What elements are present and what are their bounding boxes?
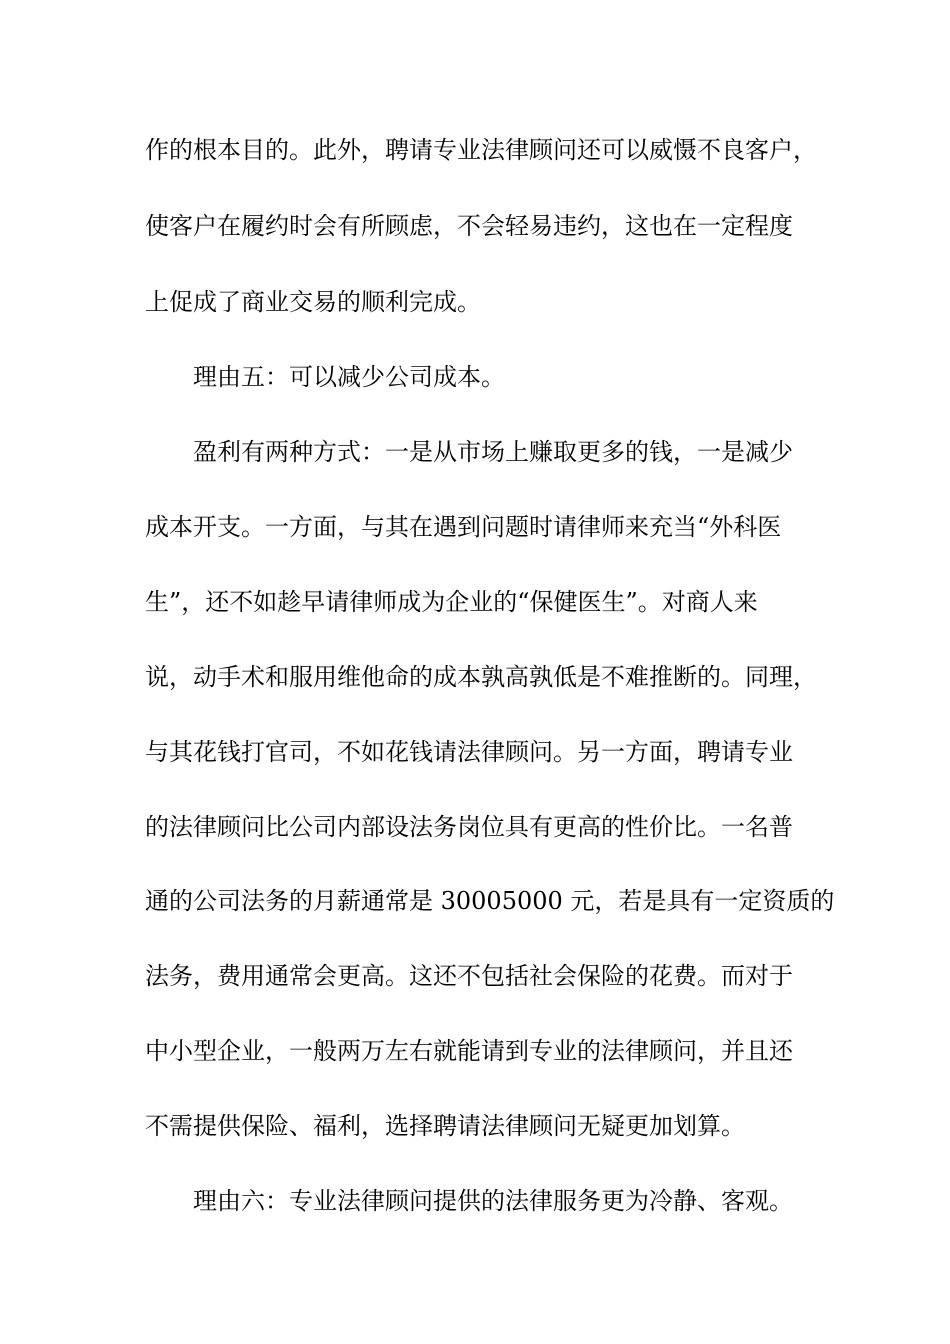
paragraph-line: 说，动手术和服用维他命的成本孰高孰低是不难推断的。同理，: [145, 663, 817, 691]
section-heading-reason-five: 理由五：可以减少公司成本。: [193, 363, 505, 391]
paragraph-line: 上促成了商业交易的顺利完成。: [145, 288, 481, 316]
paragraph-line: 盈利有两种方式：一是从市场上赚取更多的钱，一是减少: [193, 438, 793, 466]
paragraph-line: 的法律顾问比公司内部设法务岗位具有更高的性价比。一名普: [145, 813, 793, 841]
section-heading-reason-six: 理由六：专业法律顾问提供的法律服务更为冷静、客观。: [193, 1187, 793, 1215]
paragraph-line: 与其花钱打官司，不如花钱请法律顾问。另一方面，聘请专业: [145, 738, 793, 766]
paragraph-line: 中小型企业，一般两万左右就能请到专业的法律顾问，并且还: [145, 1037, 793, 1065]
paragraph-line: 成本开支。一方面，与其在遇到问题时请律师来充当“外科医: [145, 513, 782, 541]
paragraph-line: 不需提供保险、福利，选择聘请法律顾问无疑更加划算。: [145, 1112, 745, 1140]
paragraph-line: 作的根本目的。此外，聘请专业法律顾问还可以威慑不良客户，: [145, 136, 817, 164]
paragraph-line: 通的公司法务的月薪通常是 30005000 元，若是具有一定资质的: [145, 887, 835, 915]
paragraph-line: 使客户在履约时会有所顾虑，不会轻易违约，这也在一定程度: [145, 212, 793, 240]
paragraph-line: 生”，还不如趁早请律师成为企业的“保健医生”。对商人来: [145, 588, 758, 616]
paragraph-line: 法务，费用通常会更高。这还不包括社会保险的花费。而对于: [145, 962, 793, 990]
